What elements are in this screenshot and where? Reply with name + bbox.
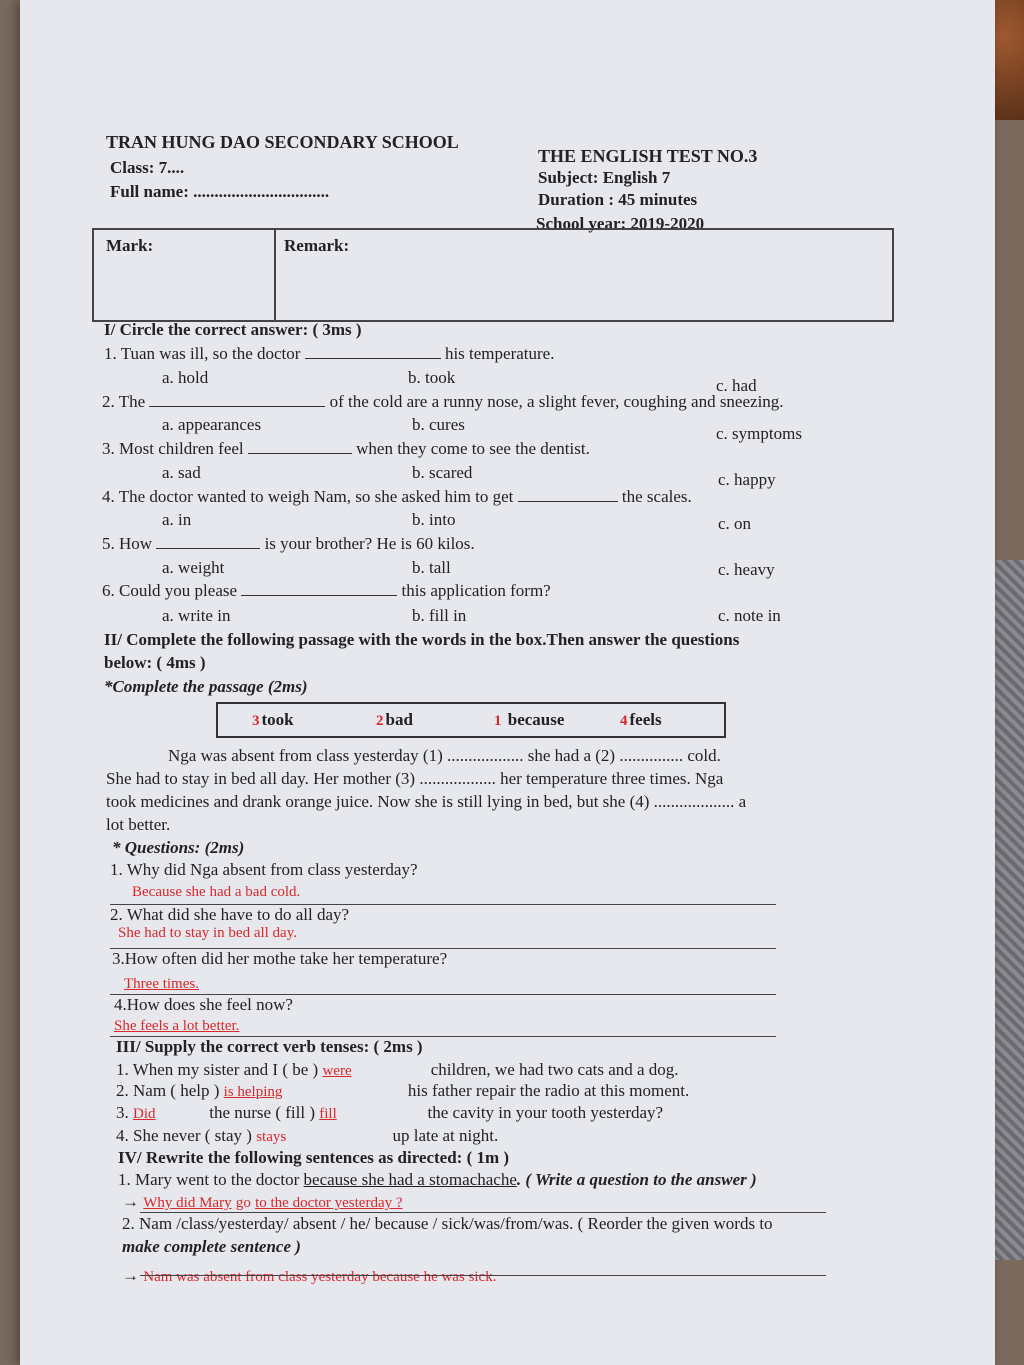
mark-remark-box	[92, 228, 894, 322]
rewrite-question-2-cont: make complete sentence )	[122, 1237, 301, 1256]
q4-option-c[interactable]: c. on	[718, 514, 752, 533]
verb-answer: were	[322, 1063, 352, 1079]
q6-option-a[interactable]: a. write in	[162, 606, 231, 625]
q6-option-c[interactable]: c. note in	[718, 606, 781, 625]
duration-label: Duration : 45 minutes	[538, 190, 698, 209]
q4-option-a[interactable]: a. in	[162, 510, 192, 529]
fullname-label: Full name: ................................	[110, 182, 330, 201]
q5-option-a[interactable]: a. weight	[162, 558, 225, 577]
question-4: 4. The doctor wanted to weigh Nam, so she asked him to get the scales.	[102, 487, 692, 506]
question-1: 1. Tuan was ill, so the doctor his temperature.	[104, 344, 555, 363]
section3-title: III/ Supply the correct verb tenses: ( 2ms )	[116, 1037, 423, 1056]
q3-option-a[interactable]: a. sad	[162, 463, 201, 482]
q3-option-b[interactable]: b. scared	[412, 463, 473, 482]
question-5: 5. How is your brother? He is 60 kilos.	[102, 534, 475, 553]
section2-sub2: * Questions: (2ms)	[112, 838, 245, 857]
subject-label: Subject: English 7	[538, 168, 671, 187]
q1-option-c[interactable]: c. had	[716, 376, 757, 395]
verb-answer: fill	[319, 1106, 337, 1122]
mark-label: Mark:	[106, 236, 154, 255]
answer-text: She had to stay in bed all day.	[118, 925, 297, 941]
question-item: 2. What did she have to do all day?	[110, 905, 350, 924]
question-6: 6. Could you please this application form?	[102, 581, 551, 600]
q2-option-b[interactable]: b. cures	[412, 415, 465, 434]
background-fabric	[994, 560, 1024, 1260]
passage-line: Nga was absent from class yesterday (1) .................. she had a (2) ............... cold.	[168, 746, 721, 765]
q3-option-c[interactable]: c. happy	[718, 470, 776, 489]
question-item: 1. Why did Nga absent from class yesterday?	[110, 860, 418, 879]
word-box-item: 2 bad	[376, 710, 413, 729]
q1-option-a[interactable]: a. hold	[162, 368, 209, 387]
q5-option-c[interactable]: c. heavy	[718, 560, 775, 579]
school-year-label: School year: 2019-2020	[536, 214, 705, 233]
answer-text: Three times.	[124, 976, 199, 992]
remark-label: Remark:	[284, 236, 350, 255]
q1-option-b[interactable]: b. took	[408, 368, 456, 387]
q2-option-a[interactable]: a. appearances	[162, 415, 262, 434]
passage-line: She had to stay in bed all day. Her mother (3) .................. her temperature three times. Nga	[106, 769, 724, 788]
answer-line	[140, 1275, 826, 1276]
verb-item-2: 2. Nam ( help ) is helping his father repair the radio at this moment.	[116, 1081, 690, 1100]
verb-item-1: 1. When my sister and I ( be ) were children, we had two cats and a dog.	[116, 1060, 679, 1079]
passage-line: took medicines and drank orange juice. Now she is still lying in bed, but she (4) ................... a	[106, 792, 747, 811]
rewrite-answer-2: → Nam was absent from class yesterday because he was sick.	[122, 1266, 497, 1285]
q2-option-c[interactable]: c. symptoms	[716, 424, 802, 443]
test-title: THE ENGLISH TEST NO.3	[538, 146, 758, 166]
word-box-item: 3 took	[252, 710, 294, 729]
verb-item-3: 3. Did the nurse ( fill ) fill the cavity in your tooth yesterday?	[116, 1103, 664, 1122]
word-box-item: 1 because	[494, 710, 565, 729]
answer-text: She feels a lot better.	[114, 1018, 240, 1034]
q4-option-b[interactable]: b. into	[412, 510, 456, 529]
rewrite-question-1: 1. Mary went to the doctor because she had a stomachache. ( Write a question to the answer )	[118, 1170, 757, 1189]
rewrite-answer-1: → Why did Mary go to the doctor yesterday ?	[122, 1192, 403, 1211]
answer-text: Because she had a bad cold.	[132, 884, 301, 900]
word-box-item: 4 feels	[620, 710, 662, 729]
q6-option-b[interactable]: b. fill in	[412, 606, 467, 625]
section2-sub1: *Complete the passage (2ms)	[104, 677, 308, 696]
verb-answer: is helping	[223, 1084, 283, 1100]
school-name: TRAN HUNG DAO SECONDARY SCHOOL	[106, 132, 459, 152]
rewrite-question-2: 2. Nam /class/yesterday/ absent / he/ because / sick/was/from/was. ( Reorder the given words to	[122, 1214, 773, 1233]
verb-answer: stays	[256, 1129, 287, 1145]
verb-item-4: 4. She never ( stay ) stays up late at night.	[116, 1126, 499, 1145]
question-item: 3.How often did her mothe take her temperature?	[112, 949, 448, 968]
verb-answer: Did	[133, 1106, 156, 1122]
section2-title-line1: II/ Complete the following passage with the words in the box.Then answer the questions	[104, 630, 740, 649]
q5-option-b[interactable]: b. tall	[412, 558, 451, 577]
class-label: Class: 7....	[110, 158, 185, 177]
section2-title-line2: below: ( 4ms )	[104, 653, 206, 672]
question-2: 2. The of the cold are a runny nose, a slight fever, coughing and sneezing.	[102, 392, 784, 411]
mark-divider	[274, 230, 276, 320]
section1-title: I/ Circle the correct answer: ( 3ms )	[104, 320, 362, 339]
question-3: 3. Most children feel when they come to see the dentist.	[102, 439, 590, 458]
answer-line	[140, 1212, 826, 1213]
passage-line: lot better.	[106, 815, 171, 834]
section4-title: IV/ Rewrite the following sentences as directed: ( 1m )	[118, 1148, 510, 1167]
question-item: 4.How does she feel now?	[114, 995, 293, 1014]
